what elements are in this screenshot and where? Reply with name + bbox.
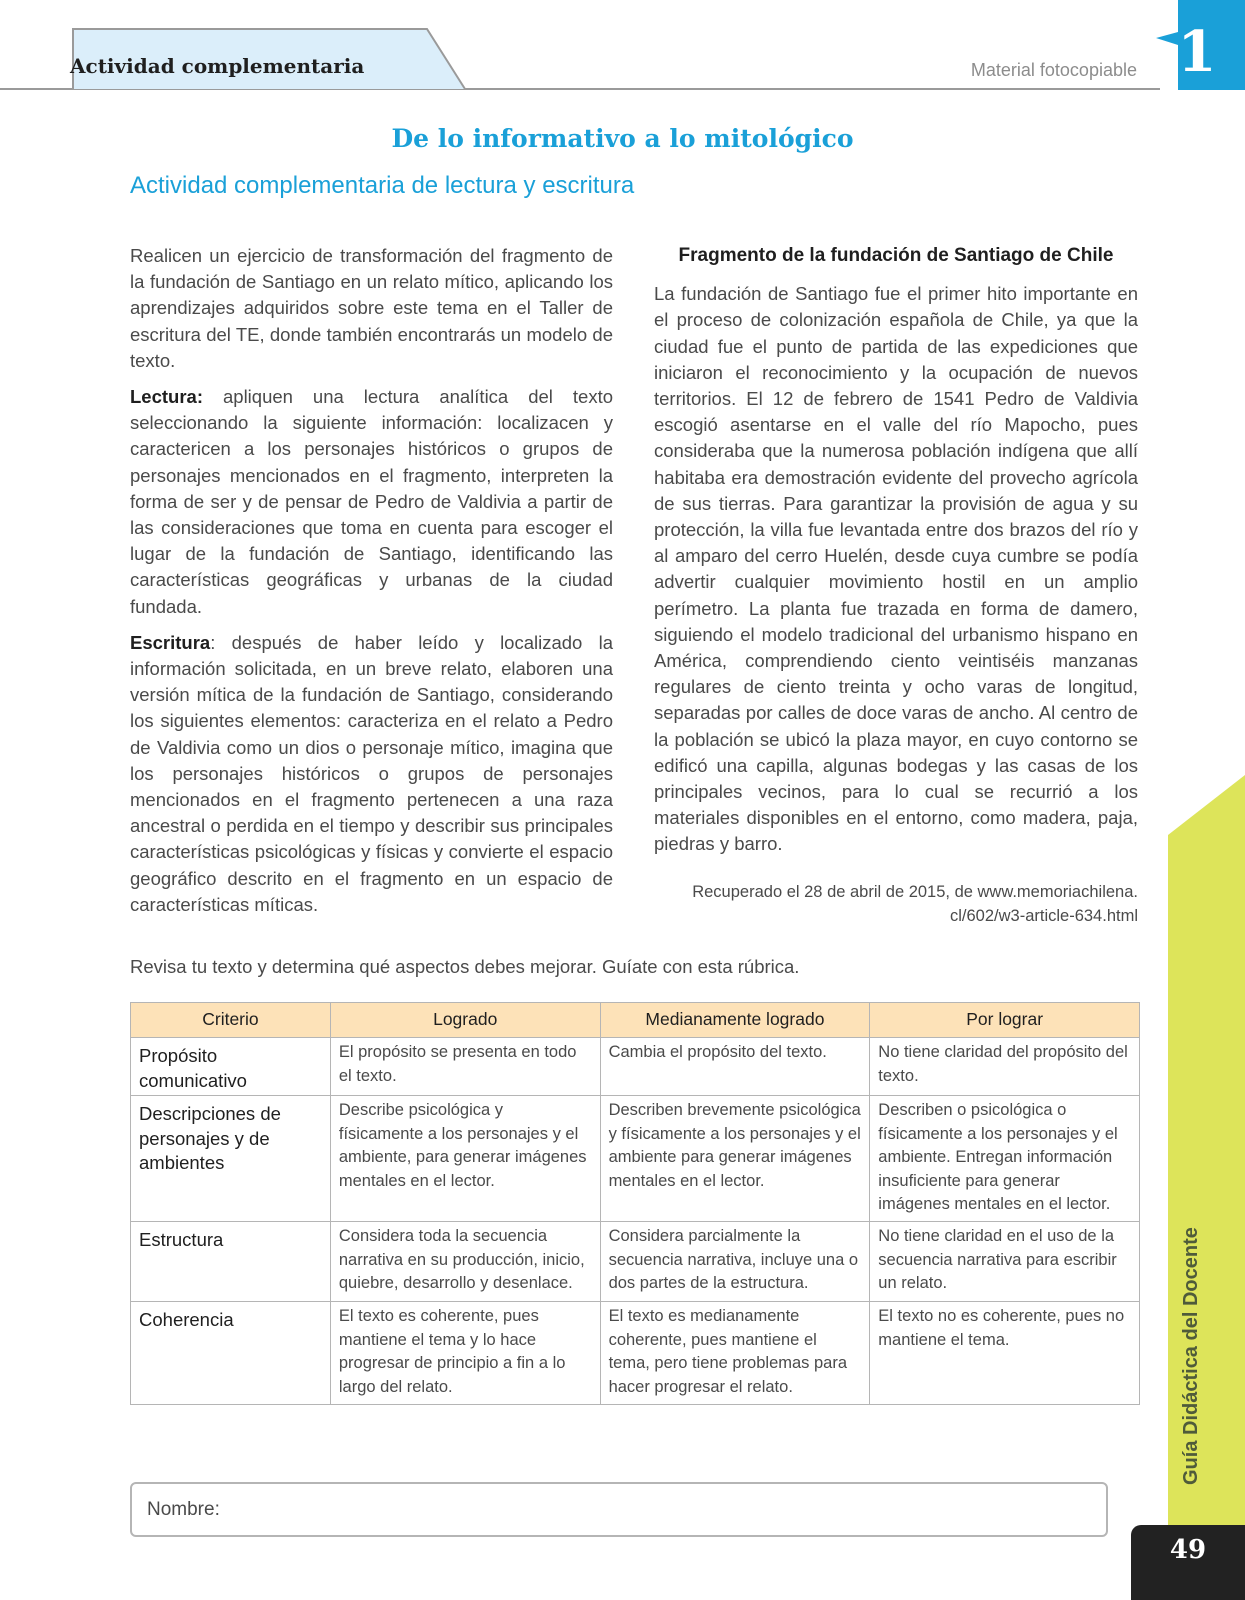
photocopiable-note: Material fotocopiable [970, 60, 1137, 80]
fragment-text: La fundación de Santiago fue el primer hito importante en el proceso de colonización española de Chile, ya que la ciudad fue el punto de partida de las expediciones que iniciaron el reconocimiento y la ocupación de nuevos territorios. El 12 de febrero de 1541 Pedro de Valdivia escogió asentarse en el valle del río Mapocho, pues consideraba que la numerosa población indígena que allí habitaba era demostración evidente del provecho agrícola de sus tierras. Para garantizar la provisión de agua y su protección, la villa fue levantada entre dos brazos del río y al amparo del cerro Huelén, desde cuya cumbre se podía advertir cualquier movimiento hostil en un amplio perímetro. La planta fue trazada en forma de damero, siguiendo el modelo tradicional del urbanismo hispano en América, comprendiendo ciento veintiséis manzanas regulares de ciento treinta y ocho varas de longitud, separadas por calles de doce varas de ancho. Al centro de la población se ubicó la plaza mayor, en cuyo contorno se edificó una capilla, algunas bodegas y las casas de los principales vecinos, para lo cual se recurrió a los materiales disponibles en el entorno, como madera, paja, piedras y barro. [654, 283, 1138, 855]
chapter-number: 1 [1177, 19, 1217, 85]
por-lograr-cell: El texto no es coherente, pues no mantiene el tema. [870, 1302, 1140, 1405]
medianamente-cell: Describen brevemente psicológica y físicamente a los personajes y el ambiente para generar imágenes mentales en el lector. [600, 1096, 870, 1222]
header-tab-label: Actividad complementaria [70, 54, 365, 78]
rubric-table [130, 1002, 1140, 1405]
fragment-column [654, 243, 1138, 928]
name-field-label: Nombre: [147, 1499, 220, 1520]
table-row [131, 1096, 1140, 1222]
por-lograr-cell: No tiene claridad del propósito del texto. [870, 1038, 1140, 1096]
page-title: De lo informativo a lo mitológico [391, 124, 854, 153]
page-subtitle: Actividad complementaria de lectura y escritura [130, 172, 635, 199]
intro-paragraph: Realicen un ejercicio de transformación del fragmento de la fundación de Santiago en un relato mítico, aplicando los aprendizajes adquiridos sobre este tema en el Taller de escritura del TE, donde también encontrarás un modelo de texto. [130, 245, 613, 371]
criterion-cell: Coherencia [131, 1302, 331, 1405]
logrado-cell: El propósito se presenta en todo el texto. [330, 1038, 600, 1096]
source-line-1: Recuperado el 28 de abril de 2015, de www.memoriachilena. [692, 882, 1138, 901]
table-row [131, 1302, 1140, 1405]
table-row [131, 1222, 1140, 1302]
medianamente-cell: El texto es medianamente coherente, pues mantiene el tema, pero tiene problemas para hacer progresar el relato. [600, 1302, 870, 1405]
escritura-label: Escritura [130, 631, 211, 653]
lectura-paragraph [130, 384, 613, 620]
review-instruction: Revisa tu texto y determina qué aspectos debes mejorar. Guíate con esta rúbrica. [130, 956, 800, 977]
por-lograr-cell: Describen o psicológica o físicamente a los personajes y el ambiente. Entregan información insuficiente para generar imágenes mentales en el lector. [870, 1096, 1140, 1222]
header-por-lograr: Por lograr [870, 1003, 1140, 1038]
medianamente-cell: Considera parcialmente la secuencia narrativa, incluye una o dos partes de la estructura. [600, 1222, 870, 1302]
source-citation [654, 880, 1138, 928]
name-field[interactable] [130, 1482, 1108, 1537]
logrado-cell: Considera toda la secuencia narrativa en su producción, inicio, quiebre, desarrollo y desenlace. [330, 1222, 600, 1302]
escritura-text: : después de haber leído y localizado la información solicitada, en un breve relato, elaboren una versión mítica de la fundación de Santiago, considerando los siguientes elementos: caracteriza en el relato a Pedro de Valdivia como un dios o personaje mítico, imagina que los personajes históricos o grupos de personajes mencionados en el fragmento pertenecen a una raza ancestral o perdida en el tiempo y describir sus principales características psicológicas y físicas y convierte el espacio geográfico descrito en el fragmento en un espacio de características míticas. [130, 631, 613, 915]
logrado-cell: El texto es coherente, pues mantiene el tema y lo hace progresar de principio a fin a lo largo del relato. [330, 1302, 600, 1405]
instructions-column [130, 243, 613, 928]
rubric-header-row [131, 1003, 1140, 1038]
fragment-title: Fragmento de la fundación de Santiago de Chile [678, 245, 1114, 266]
page-number: 49 [1169, 1535, 1207, 1565]
source-line-2: cl/602/w3-article-634.html [950, 906, 1138, 925]
logrado-cell: Describe psicológica y físicamente a los personajes y el ambiente, para generar imágenes mentales en el lector. [330, 1096, 600, 1222]
escritura-paragraph [130, 630, 613, 918]
criterion-cell: Descripciones de personajes y de ambientes [131, 1096, 331, 1222]
criterion-cell: Propósito comunicativo [131, 1038, 331, 1096]
table-row [131, 1038, 1140, 1096]
header-medianamente: Medianamente logrado [600, 1003, 870, 1038]
lectura-label: Lectura: [130, 386, 203, 408]
header-logrado: Logrado [330, 1003, 600, 1038]
criterion-cell: Estructura [131, 1222, 331, 1302]
header-criterio: Criterio [131, 1003, 331, 1038]
side-band-label: Guía Didáctica del Docente [1180, 1227, 1202, 1485]
por-lograr-cell: No tiene claridad en el uso de la secuencia narrativa para escribir un relato. [870, 1222, 1140, 1302]
medianamente-cell: Cambia el propósito del texto. [600, 1038, 870, 1096]
lectura-text: apliquen una lectura analítica del texto seleccionando la siguiente información: localizacen y caractericen a los personajes históricos o grupos de personajes mencionados en el fragmento, interpreten la forma de ser y de pensar de Pedro de Valdivia a partir de las consideraciones que toma en cuenta para escoger el lugar de la fundación de Santiago, identificando las características geográficas y urbanas de la ciudad fundada. [130, 386, 613, 617]
